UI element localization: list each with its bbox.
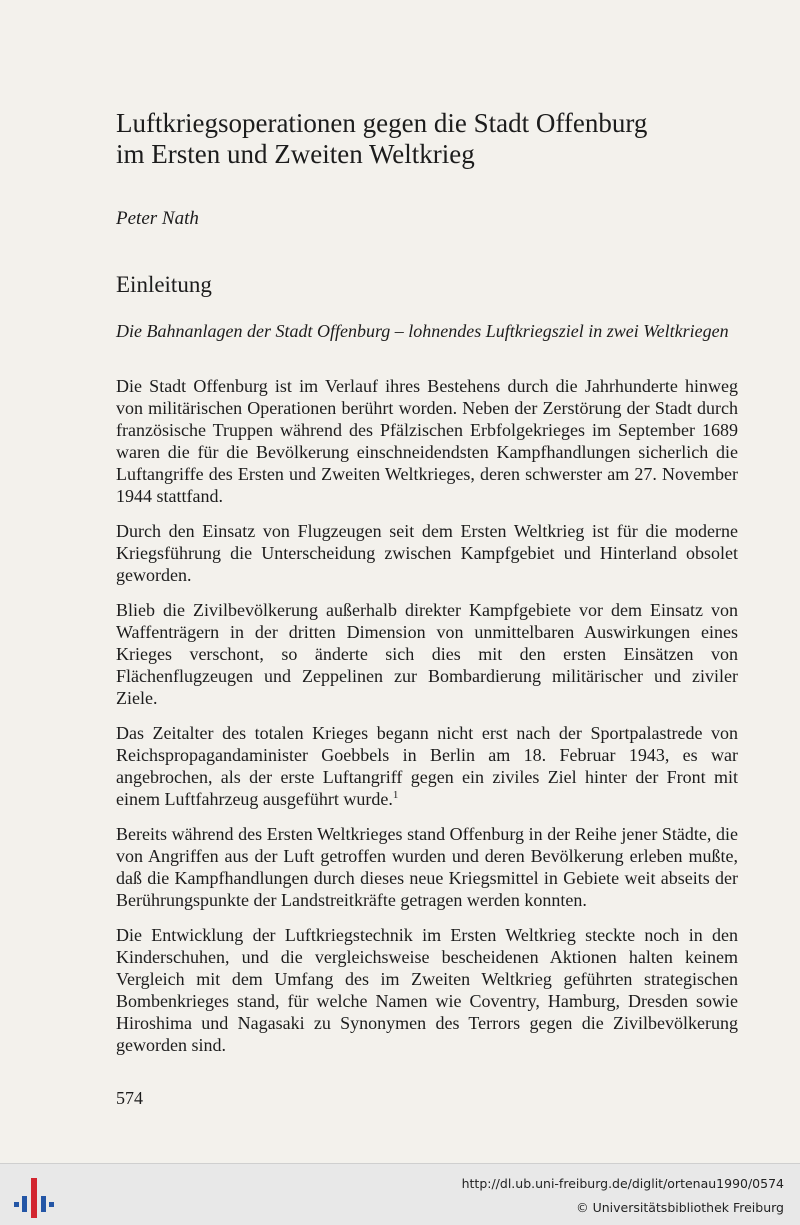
viewer-footer (0, 1163, 800, 1225)
footnote-marker[interactable]: 1 (392, 789, 399, 801)
paragraph: Die Entwicklung der Luftkriegstechnik im Ersten Weltkrieg steckte noch in den Kinderschuhen, und die vergleichsweise bescheidenen Aktionen halten keinem Vergleich mit dem Umfang des im Zweiten Weltkrieg geführten strategischen Bombenkrieges stand, für welche Namen wie Coventry, Hamburg, Dresden sowie Hiroshima und Nagasaki zu Synonymen des Terrors gegen die Zivilbevölkerung geworden sind. (116, 925, 738, 1055)
paragraph: Die Stadt Offenburg ist im Verlauf ihres Bestehens durch die Jahrhunderte hinweg von militärischen Operationen berührt worden. Neben der Zerstörung der Stadt durch französische Truppen während des Pfälzischen Erbfolgekrieges im September 1689 waren die für die Bevölkerung einschneidendsten Kampfhandlungen sicherlich die Luftangriffe des Ersten und Zweiten Weltkrieges, deren schwerster am 27. November 1944 stattfand. (116, 376, 738, 506)
paragraph: Blieb die Zivilbevölkerung außerhalb direkter Kampfgebiete vor dem Einsatz von Waffenträgern in der dritten Dimension von unmittelbaren Auswirkungen eines Krieges verschont, so änderte sich dies mit den ersten Einsätzen von Flächenflugzeugen und Zeppelinen zur Bombardierung militärischer und ziviler Ziele. (116, 600, 738, 708)
ub-freiburg-logo-icon[interactable] (14, 1174, 54, 1220)
author-name: Peter Nath (116, 208, 199, 229)
paragraph: Bereits während des Ersten Weltkrieges stand Offenburg in der Reihe jener Städte, die von Angriffen aus der Luft getroffen wurden und deren Bevölkerung erleben mußte, daß die Kampfhandlungen durch dieses neue Kriegsmittel in Gebiete weit abseits der Berührungspunkte der Landstreitkräfte getragen werden konnten. (116, 824, 738, 910)
paragraph-text: Das Zeitalter des totalen Krieges begann nicht erst nach der Sportpalastrede von Reichspropagandaminister Goebbels in Berlin am 18. Februar 1943, es war angebrochen, als der erste Luftangriff gegen ein ziviles Ziel hinter der Front mit einem Luftfahrzeug ausgeführt wurde. (116, 723, 738, 809)
section-heading: Einleitung (116, 272, 212, 297)
section-subtitle: Die Bahnanlagen der Stadt Offenburg – lohnendes Luftkriegsziel in zwei Weltkriegen (116, 321, 729, 341)
paragraph: Durch den Einsatz von Flugzeugen seit dem Ersten Weltkrieg ist für die moderne Kriegsführung die Unterscheidung zwischen Kampfgebiet und Hinterland obsolet geworden. (116, 521, 738, 585)
page-number: 574 (116, 1088, 143, 1108)
permalink-url[interactable]: http://dl.ub.uni-freiburg.de/diglit/ortenau1990/0574 (461, 1176, 784, 1191)
title-line-1: Luftkriegsoperationen gegen die Stadt Offenburg (116, 108, 648, 138)
body-text (116, 375, 738, 1069)
title-line-2: im Ersten und Zweiten Weltkrieg (116, 139, 475, 169)
copyright-notice: © Universitätsbibliothek Freiburg (576, 1200, 784, 1215)
article-title (116, 108, 736, 170)
paragraph-with-footnote (116, 722, 738, 810)
